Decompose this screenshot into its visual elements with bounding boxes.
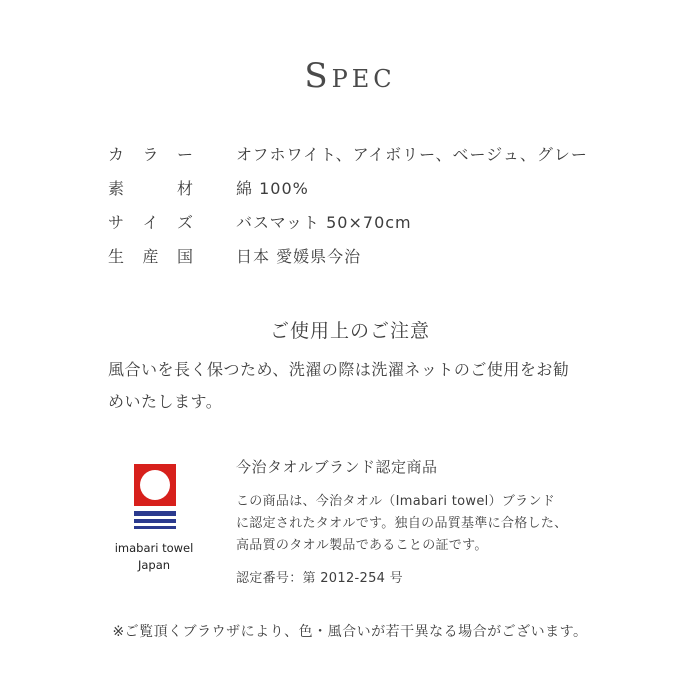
certification-block bbox=[236, 456, 636, 586]
spec-value-material: 綿 100% bbox=[236, 178, 309, 198]
logo-text: imabari towel Japan bbox=[114, 541, 194, 572]
certification-description: この商品は、今治タオル（Imabari towel）ブランド に認定されたタオルです。独自の品質基準に合格した、 高品質のタオル製品であることの証です。 bbox=[236, 494, 568, 553]
logo-blue-stripe bbox=[134, 519, 176, 523]
spec-row-origin bbox=[108, 238, 588, 272]
spec-value-origin: 日本 愛媛県今治 bbox=[236, 246, 362, 266]
imabari-towel-logo bbox=[104, 464, 204, 574]
logo-blue-stripe bbox=[134, 526, 176, 529]
footnote: ※ご覧頂くブラウザにより、色・風合いが若干異なる場合がございます。 bbox=[112, 624, 588, 640]
spec-label-color: カ ラ ー bbox=[108, 144, 194, 164]
spec-row-material bbox=[108, 170, 588, 204]
certification-title: 今治タオルブランド認定商品 bbox=[236, 458, 438, 476]
notice-line: 風合いを長く保つため、洗濯の際は洗濯ネットのご使用をお勧 bbox=[108, 360, 570, 379]
spec-table bbox=[108, 136, 588, 272]
logo-blue-stripe bbox=[134, 511, 176, 516]
logo-white-circle bbox=[140, 470, 170, 500]
imabari-logo-icon bbox=[134, 464, 176, 534]
notice-body bbox=[108, 354, 608, 418]
spec-label-size: サ イ ズ bbox=[108, 212, 194, 232]
notice-line: めいたします。 bbox=[108, 392, 223, 411]
spec-value-color: オフホワイト、アイボリー、ベージュ、グレー bbox=[236, 144, 588, 164]
spec-label-material: 素 材 bbox=[108, 178, 194, 198]
page-title: Spec bbox=[304, 56, 396, 96]
certification-number: 認定番号：第 2012-254 号 bbox=[236, 571, 403, 586]
notice-heading: ご使用上のご注意 bbox=[269, 320, 430, 342]
spec-label-origin: 生 産 国 bbox=[108, 246, 194, 266]
spec-value-size: バスマット 50×70cm bbox=[236, 212, 412, 232]
spec-row-color bbox=[108, 136, 588, 170]
spec-row-size bbox=[108, 204, 588, 238]
